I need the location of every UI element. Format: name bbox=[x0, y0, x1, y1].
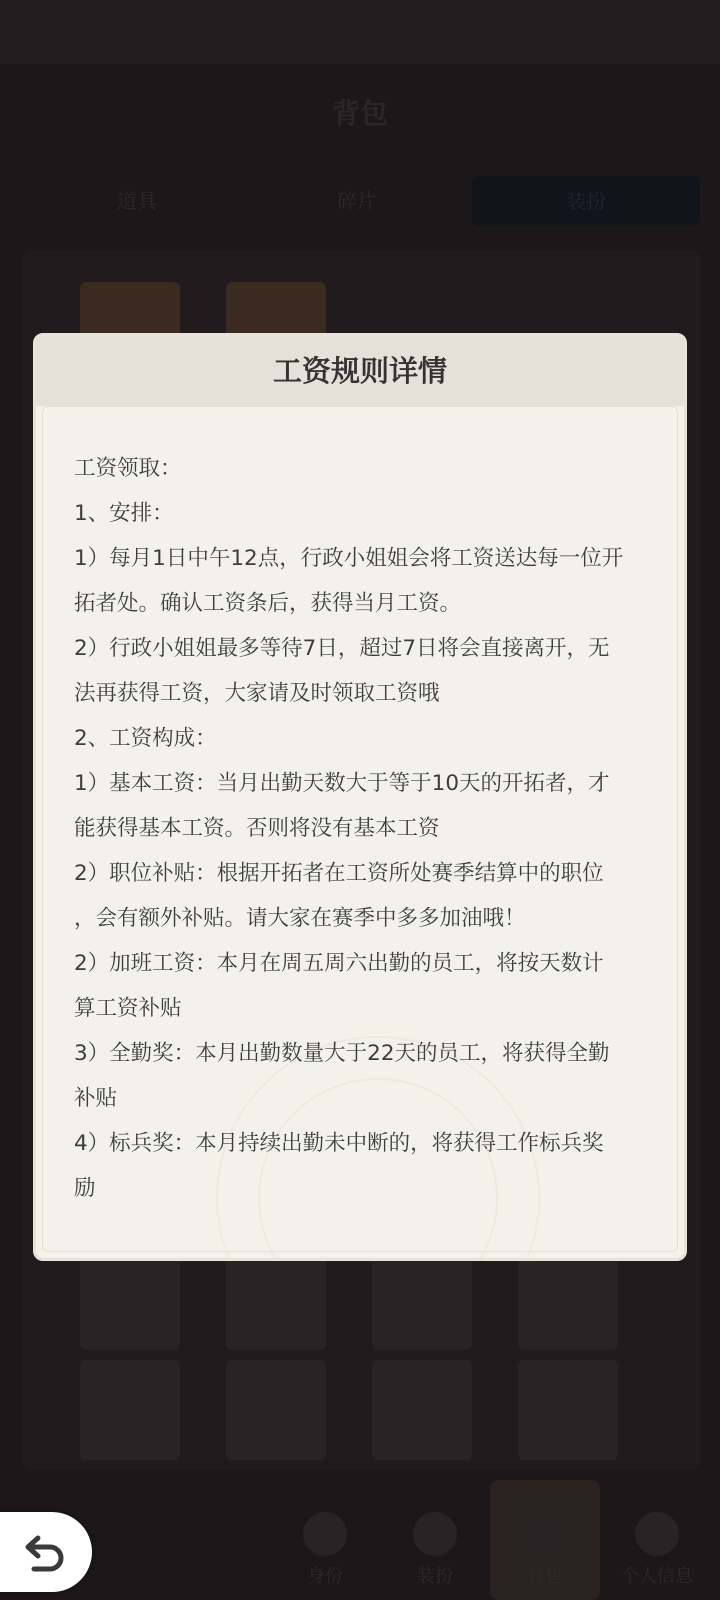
backpack-icon bbox=[523, 1512, 567, 1556]
rule-line: 4）标兵奖：本月持续出勤未中断的，将获得工作标兵奖 bbox=[74, 1131, 604, 1156]
nav-label: 个人信息 bbox=[621, 1566, 693, 1587]
back-button[interactable] bbox=[0, 1512, 92, 1592]
rule-line: 工资领取： bbox=[74, 456, 182, 481]
tab-items[interactable]: 道具 bbox=[117, 189, 157, 213]
rule-line: 算工资补贴 bbox=[74, 996, 182, 1021]
nav-label: 背包 bbox=[527, 1566, 563, 1587]
item-slot[interactable] bbox=[80, 1360, 180, 1460]
rule-line: 3）全勤奖：本月出勤数量大于22天的员工，将获得全勤 bbox=[74, 1041, 610, 1066]
nav-backpack[interactable] bbox=[490, 1480, 600, 1600]
item-slot[interactable] bbox=[372, 1360, 472, 1460]
item-slot[interactable] bbox=[372, 1250, 472, 1350]
nav-label: 装扮 bbox=[417, 1566, 453, 1587]
rule-line: ，会有额外补贴。请大家在赛季中多多加油哦！ bbox=[74, 906, 526, 931]
item-slot[interactable] bbox=[518, 1250, 618, 1350]
rule-line: 拓者处。确认工资条后，获得当月工资。 bbox=[74, 591, 462, 616]
rule-line: 1）基本工资：当月出勤天数大于等于10天的开拓者，才 bbox=[74, 771, 610, 796]
rule-line: 1、安排： bbox=[74, 501, 174, 526]
item-slot[interactable] bbox=[518, 1360, 618, 1460]
page-title: 背包 bbox=[331, 97, 388, 130]
outfit-icon bbox=[413, 1512, 457, 1556]
rule-line: 1）每月1日中午12点，行政小姐姐会将工资送达每一位开 bbox=[74, 546, 624, 571]
rule-line: 能获得基本工资。否则将没有基本工资 bbox=[74, 816, 440, 841]
tab-outfits[interactable]: 装扮 bbox=[472, 176, 700, 226]
item-slot[interactable] bbox=[226, 1250, 326, 1350]
bottom-nav bbox=[0, 1480, 720, 1600]
item-slot[interactable] bbox=[226, 1360, 326, 1460]
rule-line: 2、工资构成： bbox=[74, 726, 217, 751]
rule-line: 2）行政小姐姐最多等待7日，超过7日将会直接离开，无 bbox=[74, 636, 610, 661]
rule-line: 2）职位补贴：根据开拓者在工资所处赛季结算中的职位 bbox=[74, 861, 604, 886]
nav-identity[interactable] bbox=[270, 1480, 380, 1600]
tab-fragments[interactable]: 碎片 bbox=[337, 189, 377, 213]
nav-label: 身份 bbox=[307, 1566, 343, 1587]
salary-rules-dialog bbox=[33, 333, 687, 1261]
nav-profile[interactable] bbox=[602, 1480, 712, 1600]
rule-line: 法再获得工资，大家请及时领取工资哦 bbox=[74, 681, 440, 706]
backpack-tabs bbox=[22, 176, 700, 226]
nav-outfit[interactable] bbox=[380, 1480, 490, 1600]
status-bar bbox=[0, 0, 720, 64]
profile-icon bbox=[635, 1512, 679, 1556]
diamond-icon bbox=[303, 1512, 347, 1556]
item-slot[interactable] bbox=[80, 1250, 180, 1350]
back-arrow-icon bbox=[22, 1530, 68, 1574]
dialog-title: 工资规则详情 bbox=[36, 336, 684, 406]
rule-line: 励 bbox=[74, 1176, 96, 1201]
rule-line: 2）加班工资：本月在周五周六出勤的员工，将按天数计 bbox=[74, 951, 604, 976]
rules-text bbox=[74, 446, 662, 1211]
rule-line: 补贴 bbox=[74, 1086, 118, 1111]
